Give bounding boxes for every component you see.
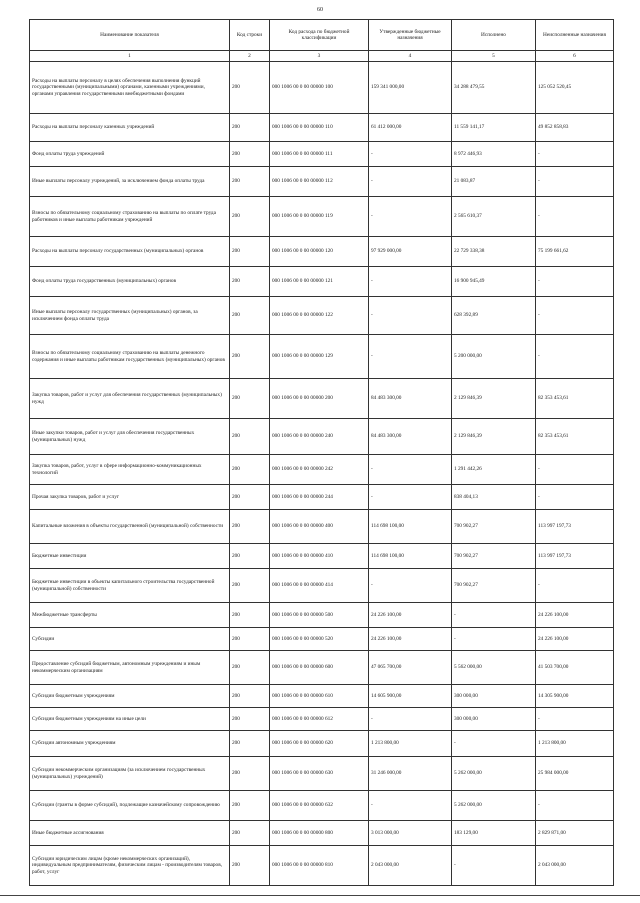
table-row [30,237,614,267]
row-code: 200 [230,142,270,167]
row-code: 200 [230,708,270,731]
row-name: Расходы на выплаты персоналу в целях обеспечения выполнения функций государственными (муниципальными) органами, казенными учреждениями, органами управления государственными внебюджетными фондами [30,62,230,114]
row-approved: 47 065 700,00 [369,651,452,685]
header-unexecuted: Неисполненные назначения [536,20,614,51]
row-unexecuted: - [536,791,614,821]
table-row [30,544,614,569]
row-approved: - [369,167,452,197]
row-name: Бюджетные инвестиции [30,544,230,569]
table-row [30,708,614,731]
row-approved: - [369,485,452,510]
row-code: 200 [230,455,270,485]
column-number-row [30,51,614,62]
row-executed: 183 129,00 [452,821,536,846]
row-code: 200 [230,510,270,544]
row-unexecuted: 24 226 100,00 [536,603,614,628]
row-name: Закупка товаров, работ и услуг для обеспечения государственных (муниципальных) нужд [30,379,230,419]
row-name: Субсидии бюджетным учреждениям [30,685,230,708]
row-budget-code: 000 1006 00 0 00 00000 122 [270,297,369,335]
row-approved: 31 246 000,00 [369,757,452,791]
row-code: 200 [230,167,270,197]
row-executed: 34 288 479,55 [452,62,536,114]
row-code: 200 [230,757,270,791]
row-approved: - [369,708,452,731]
row-unexecuted: - [536,267,614,297]
table-row [30,685,614,708]
row-executed: 21 083,87 [452,167,536,197]
row-unexecuted: - [536,455,614,485]
row-unexecuted: - [536,142,614,167]
row-executed: 11 559 141,17 [452,114,536,142]
row-name: Взносы по обязательному социальному страхованию на выплаты по оплате труда работников и иные выплаты работникам учреждений [30,197,230,237]
row-budget-code: 000 1006 00 0 00 00000 810 [270,846,369,886]
row-budget-code: 000 1006 00 0 00 00000 610 [270,685,369,708]
row-approved: 24 226 100,00 [369,628,452,651]
row-code: 200 [230,821,270,846]
row-name: Субсидии бюджетным учреждениям на иные цели [30,708,230,731]
table-row [30,569,614,603]
table-row [30,757,614,791]
row-executed: - [452,603,536,628]
row-executed: 2 565 610,37 [452,197,536,237]
row-code: 200 [230,62,270,114]
row-approved: 114 698 100,00 [369,544,452,569]
row-budget-code: 000 1006 00 0 00 00000 630 [270,757,369,791]
page-bottom-rule [0,895,640,896]
header-budget-code: Код расхода по бюджетной классификации [270,20,369,51]
row-name: Субсидии [30,628,230,651]
row-budget-code: 000 1006 00 0 00 00000 410 [270,544,369,569]
row-executed: - [452,846,536,886]
row-budget-code: 000 1006 00 0 00 00000 110 [270,114,369,142]
row-approved: 24 226 100,00 [369,603,452,628]
row-executed: 700 902,27 [452,569,536,603]
row-unexecuted: - [536,485,614,510]
row-code: 200 [230,419,270,455]
row-budget-code: 000 1006 00 0 00 00000 129 [270,335,369,379]
row-executed: 300 000,00 [452,708,536,731]
row-name: Иные закупки товаров, работ и услуг для обеспечения государственных (муниципальных) нужд [30,419,230,455]
row-code: 200 [230,114,270,142]
row-code: 200 [230,485,270,510]
row-budget-code: 000 1006 00 0 00 00000 112 [270,167,369,197]
row-budget-code: 000 1006 00 0 00 00000 632 [270,791,369,821]
row-executed: 5 262 000,00 [452,791,536,821]
row-budget-code: 000 1006 00 0 00 00000 100 [270,62,369,114]
row-code: 200 [230,237,270,267]
column-number: 3 [270,51,369,62]
report-body [30,62,614,886]
row-unexecuted: 49 852 858,83 [536,114,614,142]
table-row [30,114,614,142]
row-name: Бюджетные инвестиции в объекты капитального строительства государственной (муниципальной) собственности [30,569,230,603]
table-row [30,603,614,628]
row-name: Прочая закупка товаров, работ и услуг [30,485,230,510]
table-row [30,62,614,114]
row-name: Расходы на выплаты персоналу казенных учреждений [30,114,230,142]
row-code: 200 [230,731,270,757]
row-unexecuted: 2 829 871,00 [536,821,614,846]
row-budget-code: 000 1006 00 0 00 00000 414 [270,569,369,603]
row-approved: 84 483 300,00 [369,419,452,455]
row-approved: - [369,455,452,485]
row-name: Межбюджетные трансферты [30,603,230,628]
row-executed: 16 900 945,49 [452,267,536,297]
row-approved: 2 043 000,00 [369,846,452,886]
row-name: Субсидии (гранты в форме субсидий), подлежащие казначейскому сопровождению [30,791,230,821]
header-approved: Утвержденные бюджетные назначения [369,20,452,51]
table-row [30,651,614,685]
row-name: Иные бюджетные ассигнования [30,821,230,846]
table-row [30,335,614,379]
row-unexecuted: - [536,569,614,603]
row-unexecuted: 82 353 453,61 [536,419,614,455]
row-budget-code: 000 1006 00 0 00 00000 520 [270,628,369,651]
row-budget-code: 000 1006 00 0 00 00000 620 [270,731,369,757]
row-unexecuted: 1 213 800,00 [536,731,614,757]
row-approved: - [369,569,452,603]
row-approved: 3 013 000,00 [369,821,452,846]
row-executed: 8 972 446,93 [452,142,536,167]
row-executed: 300 000,00 [452,685,536,708]
row-unexecuted: - [536,197,614,237]
row-executed: 628 392,89 [452,297,536,335]
row-code: 200 [230,335,270,379]
header-executed: Исполнено [452,20,536,51]
row-unexecuted: 75 199 661,62 [536,237,614,267]
row-budget-code: 000 1006 00 0 00 00000 800 [270,821,369,846]
row-unexecuted: 24 226 100,00 [536,628,614,651]
row-code: 200 [230,791,270,821]
row-name: Фонд оплаты труда учреждений [30,142,230,167]
row-unexecuted: - [536,708,614,731]
row-name: Субсидии юридическим лицам (кроме некоммерческих организаций), индивидуальным предпринимателям, физическим лицам - производителям товаров, работ, услуг [30,846,230,886]
row-executed: - [452,731,536,757]
row-approved: - [369,297,452,335]
row-unexecuted: - [536,297,614,335]
header-name: Наименование показателя [30,20,230,51]
row-code: 200 [230,846,270,886]
table-row [30,455,614,485]
header-row-code: Код строки [230,20,270,51]
row-code: 200 [230,544,270,569]
row-code: 200 [230,197,270,237]
row-approved: - [369,197,452,237]
row-budget-code: 000 1006 00 0 00 00000 119 [270,197,369,237]
row-code: 200 [230,628,270,651]
row-executed: - [452,628,536,651]
row-unexecuted: 113 997 197,73 [536,510,614,544]
row-unexecuted: 125 052 520,45 [536,62,614,114]
header-row [30,20,614,51]
row-budget-code: 000 1006 00 0 00 00000 120 [270,237,369,267]
table-row [30,419,614,455]
table-row [30,791,614,821]
row-name: Капитальные вложения в объекты государственной (муниципальной) собственности [30,510,230,544]
row-name: Иные выплаты персоналу государственных (муниципальных) органов, за исключением фонда оплаты труда [30,297,230,335]
row-unexecuted: 14 305 900,00 [536,685,614,708]
row-code: 200 [230,569,270,603]
row-code: 200 [230,379,270,419]
row-budget-code: 000 1006 00 0 00 00000 111 [270,142,369,167]
row-budget-code: 000 1006 00 0 00 00000 500 [270,603,369,628]
table-row [30,167,614,197]
row-name: Предоставление субсидий бюджетным, автономным учреждениям и иным некоммерческим организациям [30,651,230,685]
table-row [30,297,614,335]
row-approved: - [369,791,452,821]
table-row [30,197,614,237]
row-name: Фонд оплаты труда государственных (муниципальных) органов [30,267,230,297]
table-row [30,821,614,846]
row-approved: 1 213 800,00 [369,731,452,757]
row-budget-code: 000 1006 00 0 00 00000 240 [270,419,369,455]
row-approved: - [369,142,452,167]
row-budget-code: 000 1006 00 0 00 00000 242 [270,455,369,485]
row-approved: - [369,335,452,379]
page-number: 60 [317,7,323,13]
row-executed: 2 129 846,39 [452,379,536,419]
row-budget-code: 000 1006 00 0 00 00000 244 [270,485,369,510]
row-executed: 1 291 442,26 [452,455,536,485]
row-approved: 114 698 100,00 [369,510,452,544]
row-approved: - [369,267,452,297]
row-approved: 14 605 900,00 [369,685,452,708]
table-row [30,142,614,167]
row-approved: 97 929 000,00 [369,237,452,267]
table-row [30,731,614,757]
row-executed: 5 562 000,00 [452,651,536,685]
row-executed: 2 129 846,39 [452,419,536,455]
table-row [30,485,614,510]
table-row [30,510,614,544]
row-code: 200 [230,603,270,628]
row-unexecuted: 113 997 197,73 [536,544,614,569]
row-executed: 700 902,27 [452,544,536,569]
table-row [30,846,614,886]
row-code: 200 [230,297,270,335]
column-number: 4 [369,51,452,62]
row-unexecuted: 25 984 000,00 [536,757,614,791]
row-approved: 84 483 300,00 [369,379,452,419]
row-executed: 22 729 338,38 [452,237,536,267]
row-name: Субсидии некоммерческим организациям (за исключением государственных (муниципальных) учреждений) [30,757,230,791]
row-executed: 838 404,13 [452,485,536,510]
column-number: 5 [452,51,536,62]
row-code: 200 [230,267,270,297]
row-name: Закупка товаров, работ, услуг в сфере информационно-коммуникационных технологий [30,455,230,485]
row-code: 200 [230,685,270,708]
row-executed: 700 902,27 [452,510,536,544]
row-code: 200 [230,651,270,685]
row-budget-code: 000 1006 00 0 00 00000 200 [270,379,369,419]
row-approved: 61 412 000,00 [369,114,452,142]
row-unexecuted: - [536,335,614,379]
row-budget-code: 000 1006 00 0 00 00000 600 [270,651,369,685]
row-name: Субсидии автономным учреждениям [30,731,230,757]
row-name: Иные выплаты персоналу учреждений, за исключением фонда оплаты труда [30,167,230,197]
row-approved: 159 341 000,00 [369,62,452,114]
column-number: 6 [536,51,614,62]
row-budget-code: 000 1006 00 0 00 00000 400 [270,510,369,544]
row-unexecuted: - [536,167,614,197]
table-row [30,379,614,419]
row-name: Расходы на выплаты персоналу государственных (муниципальных) органов [30,237,230,267]
row-unexecuted: 2 043 000,00 [536,846,614,886]
row-executed: 5 262 000,00 [452,757,536,791]
column-number: 2 [230,51,270,62]
row-unexecuted: 41 503 700,00 [536,651,614,685]
expenditure-report-table [29,19,614,886]
row-name: Взносы по обязательному социальному страхованию на выплаты денежного содержания и иные выплаты работникам государственных (муниципальных) органов [30,335,230,379]
row-unexecuted: 82 353 453,61 [536,379,614,419]
row-budget-code: 000 1006 00 0 00 00000 612 [270,708,369,731]
row-executed: 5 200 000,00 [452,335,536,379]
table-row [30,267,614,297]
row-budget-code: 000 1006 00 0 00 00000 121 [270,267,369,297]
column-number: 1 [30,51,230,62]
table-row [30,628,614,651]
